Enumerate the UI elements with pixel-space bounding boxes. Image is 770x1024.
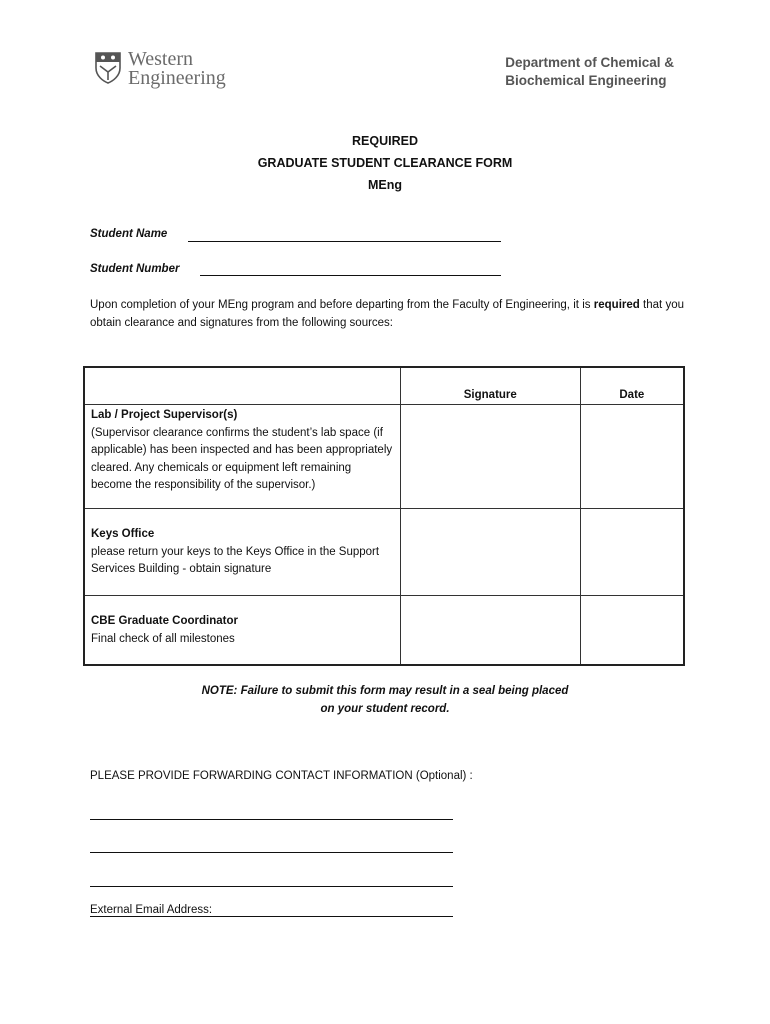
- note-line1: NOTE: Failure to submit this form may result in a seal being placed: [201, 685, 569, 697]
- department-line1: Department of Chemical &: [505, 55, 674, 70]
- intro-required: required: [593, 299, 640, 311]
- title-line2: GRADUATE STUDENT CLEARANCE FORM: [257, 156, 513, 170]
- source-cell: [84, 405, 400, 509]
- western-engineering-logo: [95, 50, 240, 92]
- external-email-field[interactable]: [90, 904, 453, 917]
- header-date: Date: [580, 367, 684, 405]
- logo-wordmark: [128, 50, 226, 88]
- external-email-label: External Email Address:: [90, 904, 213, 916]
- logo-line2: Engineering: [128, 67, 226, 89]
- student-name-label: Student Name: [90, 228, 168, 240]
- failure-note: [0, 682, 770, 718]
- row-description: please return your keys to the Keys Office in the Support Services Building - obtain signature: [91, 545, 380, 575]
- title-line3: MEng: [367, 178, 403, 192]
- forwarding-line-1[interactable]: [90, 818, 453, 820]
- clearance-table: [83, 366, 685, 666]
- source-cell: [84, 509, 400, 596]
- forwarding-line-3[interactable]: [90, 885, 453, 887]
- row-title: Lab / Project Supervisor(s): [91, 409, 238, 421]
- department-name: [505, 54, 674, 90]
- row-title: CBE Graduate Coordinator: [91, 615, 238, 627]
- title-line1: REQUIRED: [352, 134, 418, 148]
- date-cell[interactable]: [580, 509, 684, 596]
- intro-paragraph: [90, 296, 684, 332]
- row-title: Keys Office: [91, 528, 155, 540]
- forwarding-label: PLEASE PROVIDE FORWARDING CONTACT INFORMATION (Optional) :: [90, 770, 473, 782]
- signature-cell[interactable]: [400, 405, 580, 509]
- student-number-label: Student Number: [90, 263, 180, 275]
- row-description: (Supervisor clearance confirms the student’s lab space (if applicable) has been inspected and has been appropriately cleared. Any chemicals or equipment left remaining become the responsibility of the supervisor.): [91, 426, 393, 491]
- forwarding-line-2[interactable]: [90, 851, 453, 853]
- table-header-row: [84, 367, 684, 405]
- header-source: [84, 367, 400, 405]
- row-description: Final check of all milestones: [91, 632, 235, 645]
- shield-crest-icon: [95, 52, 121, 84]
- form-title: [0, 130, 770, 196]
- date-cell[interactable]: [580, 596, 684, 666]
- student-number-field[interactable]: [200, 274, 501, 276]
- intro-text-before: Upon completion of your MEng program and before departing from the Faculty of Engineering, it is: [90, 299, 594, 311]
- signature-cell[interactable]: [400, 509, 580, 596]
- logo-line1: Western: [128, 48, 194, 70]
- signature-cell[interactable]: [400, 596, 580, 666]
- table-row: [84, 509, 684, 596]
- table-row: [84, 405, 684, 509]
- source-cell: [84, 596, 400, 666]
- header-signature: Signature: [400, 367, 580, 405]
- date-cell[interactable]: [580, 405, 684, 509]
- table-row: [84, 596, 684, 666]
- intro-text-after: that you obtain clearance and signatures from the following sources:: [90, 299, 684, 329]
- department-line2: Biochemical Engineering: [505, 73, 667, 88]
- note-line2: on your student record.: [320, 703, 450, 715]
- student-name-field[interactable]: [188, 240, 501, 242]
